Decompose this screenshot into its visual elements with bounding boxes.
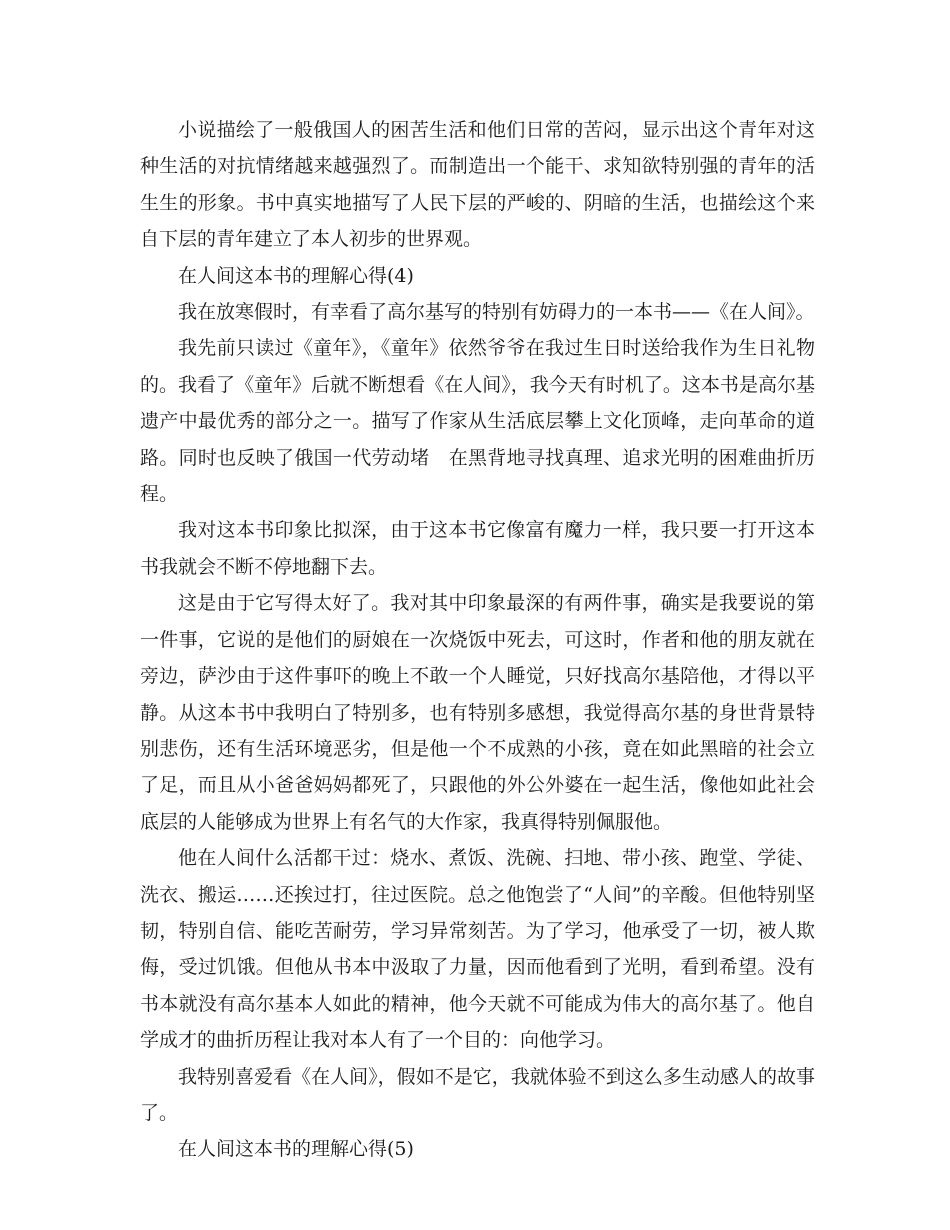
paragraph: 小说描绘了一般俄国人的困苦生活和他们日常的苦闷，显示出这个青年对这种生活的对抗情绪越来越强烈了。而制造出一个能干、求知欲特别强的青年的活生生的形象。书中真实地描写了人民下层的严峻的、阴暗的生活，也描绘这个来自下层的青年建立了本人初步的世界观。 (140, 119, 815, 251)
paragraph: 我特别喜爱看《在人间》，假如不是它，我就体验不到这么多生动感人的故事了。 (140, 1065, 815, 1124)
paragraph: 他在人间什么活都干过：烧水、煮饭、洗碗、扫地、带小孩、跑堂、学徒、洗衣、搬运……还挨过打，往过医院。总之他饱尝了“人间”的辛酸。但他特别坚韧，特别自信、能吃苦耐劳，学习异常刻苦。为了学习，他承受了一切，被人欺侮，受过饥饿。但他从书本中汲取了力量，因而他看到了光明，看到希望。没有书本就没有高尔基本人如此的精神，他今天就不可能成为伟大的高尔基了。他自学成才的曲折历程让我对本人有了一个目的：向他学习。 (140, 847, 815, 1052)
section-heading: 在人间这本书的理解心得(4) (178, 264, 414, 287)
paragraph: 我对这本书印象比拟深，由于这本书它像富有魔力一样，我只要一打开这本书我就会不断不停地翻下去。 (140, 519, 815, 578)
section-heading: 在人间这本书的理解心得(5) (178, 1138, 414, 1161)
document-body (140, 112, 815, 1168)
paragraph: 这是由于它写得太好了。我对其中印象最深的有两件事，确实是我要说的第一件事，它说的是他们的厨娘在一次烧饭中死去，可这时，作者和他的朋友就在旁边，萨沙由于这件事吓的晚上不敢一个人睡觉，只好找高尔基陪他，才得以平静。从这本书中我明白了特别多，也有特别多感想，我觉得高尔基的身世背景特别悲伤，还有生活环境恶劣，但是他一个不成熟的小孩，竟在如此黑暗的社会立了足，而且从小爸爸妈妈都死了，只跟他的外公外婆在一起生活，像他如此社会底层的人能够成为世界上有名气的大作家，我真得特别佩服他。 (140, 592, 815, 833)
paragraph: 我先前只读过《童年》，《童年》依然爷爷在我过生日时送给我作为生日礼物的。我看了《童年》后就不断想看《在人间》，我今天有时机了。这本书是高尔基遗产中最优秀的部分之一。描写了作家从生活底层攀上文化顶峰，走向革命的道路。同时也反映了俄国一代劳动堵 在黑背地寻找真理、追求光明的困难曲折历程。 (140, 337, 815, 506)
paragraph: 我在放寒假时，有幸看了高尔基写的特别有妨碍力的一本书——《在人间》。 (178, 301, 815, 324)
